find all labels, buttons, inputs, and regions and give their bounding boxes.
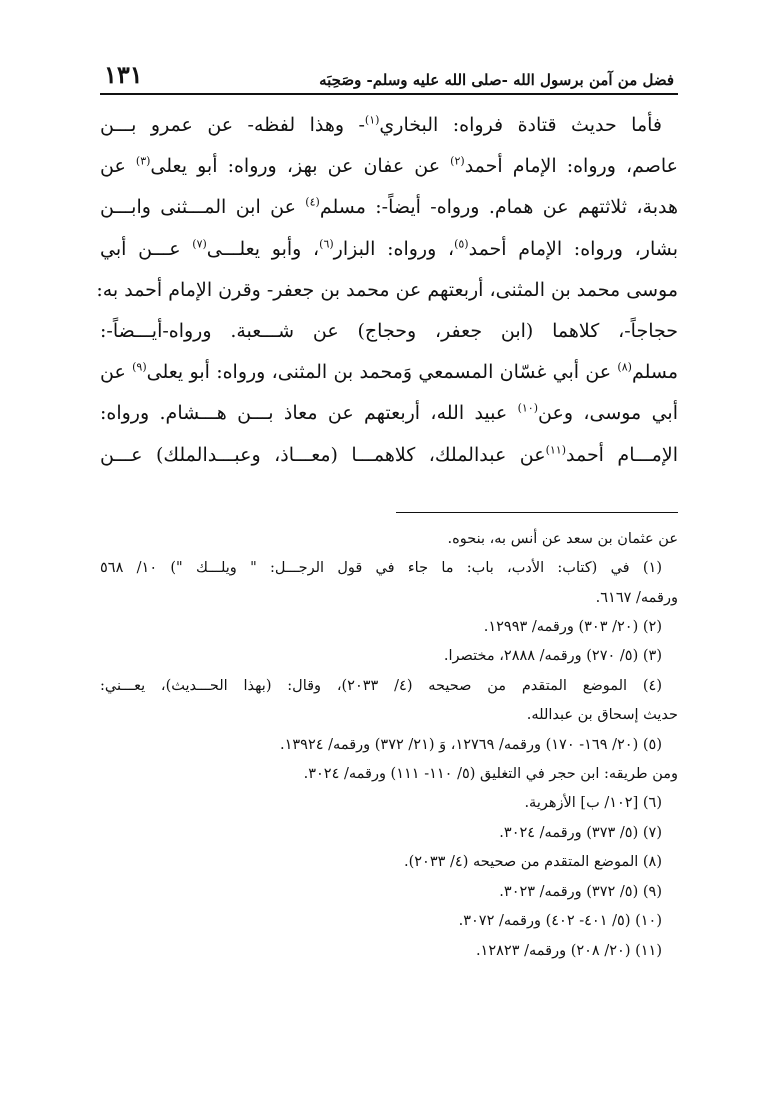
main-text xyxy=(96,105,678,476)
footnote-ref: (٦) xyxy=(319,237,334,251)
footnote-ref: (٥) xyxy=(454,237,469,251)
text-line: الإمـــام أحمد$^{(١١)}$عن عبدالملك، كلاهمـــا (معـــاذ، وعبـــدالملك) عـــن xyxy=(100,443,678,466)
footnote-item: (١٠) (٥/ ٤٠١- ٤٠٢) ورقمه/ ٣٠٧٢. xyxy=(458,913,662,930)
footnote-ref: (١) xyxy=(364,113,380,127)
footnote-item: (٦) [١٠٢/ ب] الأزهرية. xyxy=(524,795,662,812)
footnote-item: (١١) (٢٠/ ٢٠٨) ورقمه/ ١٢٨٢٣. xyxy=(475,942,662,959)
running-title: فضل من آمن برسول الله -صلى الله عليه وسلم- وصَحِبَه xyxy=(319,71,674,89)
footnote-ref: (٤) xyxy=(305,196,320,210)
footnote-item: (٤) الموضع المتقدم من صحيحه (٤/ ٢٠٣٣)، وقال: (بهذا الحـــديث)، يعـــني: xyxy=(100,677,662,694)
footnote-item: (٧) (٥/ ٣٧٣) ورقمه/ ٣٠٢٤. xyxy=(499,824,662,841)
page-number: ١٣١ xyxy=(104,60,143,89)
footnote-separator xyxy=(396,512,678,513)
text-line: فأما حديث قتادة فرواه: البخاري$^{(١)}$- وهذا لفظه- عن عمرو بـــن xyxy=(100,113,662,136)
footnote-ref: (٧) xyxy=(192,237,207,251)
footnote-ref: (٩) xyxy=(132,360,147,374)
footnote-item: (١) في (كتاب: الأدب، باب: ما جاء في قول الرجـــل: " ويلـــك ") ١٠/ ٥٦٨ xyxy=(100,560,662,577)
footnote-item: (٢) (٢٠/ ٣٠٣) ورقمه/ ١٢٩٩٣. xyxy=(483,619,662,636)
footnote-item: (٥) (٢٠/ ١٦٩- ١٧٠) ورقمه/ ١٢٧٦٩، وَ (٢١/ ٣٧٢) ورقمه/ ١٣٩٢٤. xyxy=(280,736,662,753)
footnote-ref: (٢) xyxy=(450,154,465,168)
footnote-item: ورقمه/ ٦١٦٧. xyxy=(595,589,678,606)
text-line: موسى محمد بن المثنى، أربعتهم عن محمد بن جعفر- وقرن الإمام أحمد به: xyxy=(96,278,678,301)
text-line: بشار، ورواه: الإمام أحمد$^{(٥)}$، ورواه: البزار$^{(٦)}$، وأبو يعلـــى$^{(٧)}$ عـــن أبي xyxy=(100,237,678,260)
footnote-item: ومن طريقه: ابن حجر في التغليق (٥/ ١١٠- ١١١) ورقمه/ ٣٠٢٤. xyxy=(303,766,678,783)
footnote-continuation: عن عثمان بن سعد عن أنس به، بنحوه. xyxy=(447,530,678,547)
footnote-item: (٩) (٥/ ٣٧٢) ورقمه/ ٣٠٢٣. xyxy=(499,883,662,900)
footnote-item: حديث إسحاق بن عبدالله. xyxy=(526,707,678,724)
text-line: مسلم$^{(٨)}$ عن أبي غسّان المسمعي وَمحمد بن المثنى، ورواه: أبو يعلى$^{(٩)}$ عن xyxy=(100,360,678,384)
page-header xyxy=(100,55,678,95)
text-line: عاصم، ورواه: الإمام أحمد$^{(٢)}$ عن عفان عن بهز، ورواه: أبو يعلى$^{(٣)}$ عن xyxy=(100,154,678,178)
text-line: أبي موسى، وعن$^{(١٠)}$ عبيد الله، أربعتهم عن معاذ بـــن هـــشام. ورواه: xyxy=(100,402,678,425)
footnote-item: (٣) (٥/ ٢٧٠) ورقمه/ ٢٨٨٨، مختصرا. xyxy=(443,648,662,665)
footnote-ref: (٨) xyxy=(617,360,632,374)
page xyxy=(96,55,678,966)
footnote-ref: (٣) xyxy=(135,154,151,168)
footnote-ref: (١١) xyxy=(545,443,566,457)
footnote-item: (٨) الموضع المتقدم من صحيحه (٤/ ٢٠٣٣). xyxy=(403,854,662,871)
footnote-ref: (١٠) xyxy=(517,402,539,416)
text-line: هدبة، ثلاثتهم عن همام. ورواه- أيضاً-: مسلم$^{(٤)}$ عن ابن المـــثنى وابـــن xyxy=(100,196,678,219)
footnotes xyxy=(100,525,678,966)
text-line: حجاجاً-، كلاهما (ابن جعفر، وحجاج) عن شـــعبة. ورواه-أيـــضاً-: xyxy=(100,320,678,343)
